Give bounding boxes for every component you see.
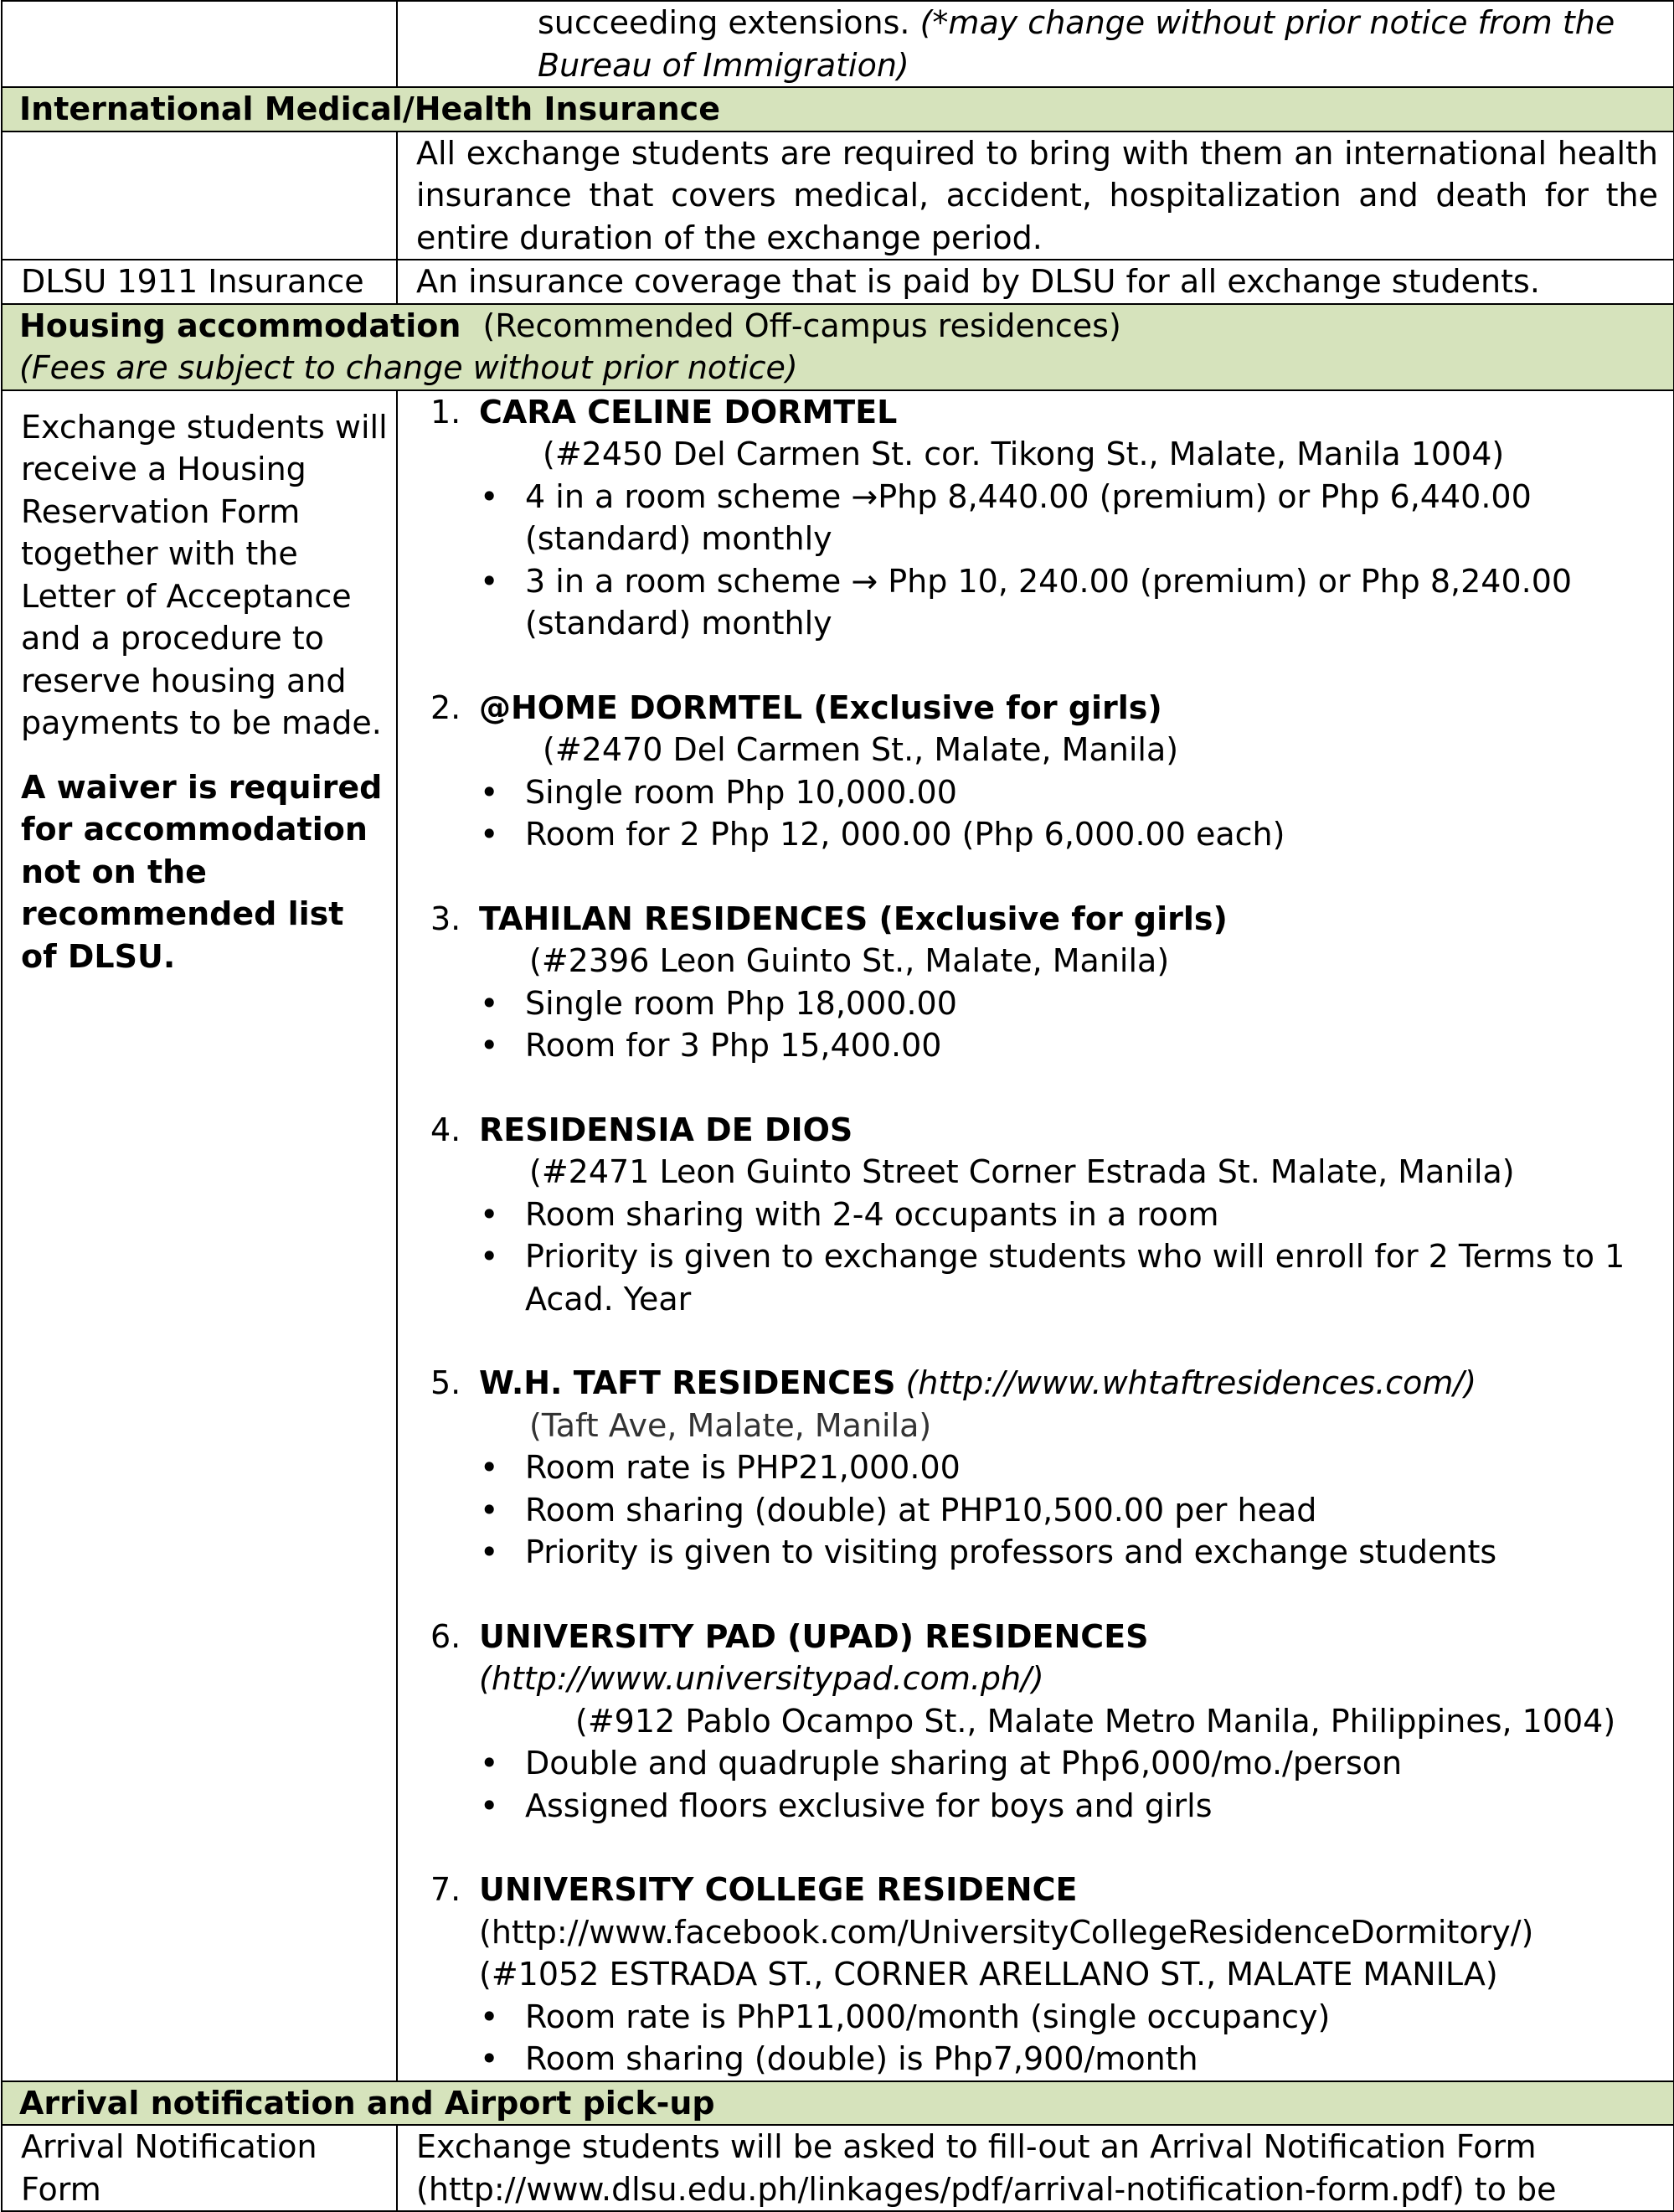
residence-number-col — [398, 1109, 479, 1194]
residence-number: 4. — [430, 1111, 461, 1148]
residence-item — [398, 1109, 1656, 1194]
residence-address: (#2450 Del Carmen St. cor. Tikong St., Malate, Manila 1004) — [543, 436, 1505, 472]
housing-heading-note: (Recommended Off-campus residences) — [482, 307, 1121, 344]
housing-heading-cell — [2, 304, 1674, 390]
residence-number: 3. — [430, 900, 461, 937]
residence-bullets — [398, 1742, 1656, 1827]
residence-bullet: • Single room Php 10,000.00 — [398, 771, 1656, 814]
residence-name: TAHILAN RESIDENCES (Exclusive for girls) — [479, 900, 1228, 937]
insurance-heading: International Medical/Health Insurance — [19, 90, 720, 127]
housing-right-cell — [397, 390, 1674, 2081]
residence-address: (#2470 Del Carmen St., Malate, Manila) — [543, 731, 1179, 768]
arrival-row — [2, 2125, 1674, 2211]
residence-bullets — [398, 1446, 1656, 1574]
residence-number-col — [398, 898, 479, 982]
residence-item — [398, 1616, 1656, 1743]
visa-continuation-text: succeeding extensions. — [538, 4, 910, 41]
visa-continuation-cell — [397, 1, 1674, 87]
arrival-text-cell — [397, 2125, 1674, 2211]
residence-head — [479, 687, 1656, 730]
visa-notice-text: (*may change without prior notice from the Bureau of Immigration) — [538, 4, 1615, 84]
residence-address: (#2396 Leon Guinto St., Malate, Manila) — [529, 942, 1170, 979]
residence-gap — [398, 1067, 1656, 1109]
residence-name: UNIVERSITY COLLEGE RESIDENCE — [479, 1871, 1078, 1908]
residence-list — [398, 391, 1656, 2081]
residence-gap — [398, 645, 1656, 687]
residence-bullets — [398, 1194, 1656, 1321]
arrival-label-cell — [2, 2125, 397, 2211]
residence-name: W.H. TAFT RESIDENCES — [479, 1364, 896, 1401]
housing-fees-note: (Fees are subject to change without prior notice) — [19, 349, 798, 386]
residence-number-col — [398, 1362, 479, 1446]
arrival-label: Arrival Notification Form — [21, 2128, 317, 2208]
residence-number: 1. — [430, 393, 461, 431]
housing-waiver-text: A waiver is required for accommodation not on the recommended list of DLSU. — [21, 768, 383, 975]
empty-cell — [2, 131, 397, 260]
residence-bullet: • Room rate is PHP21,000.00 — [398, 1446, 1656, 1489]
insurance-required-text: All exchange students are required to bring with them an international health insurance that covers medical, accident, hospitalization and death for the entire duration of the exchange period. — [416, 134, 1658, 256]
insurance-heading-row — [2, 87, 1674, 131]
housing-heading-line — [19, 305, 1656, 348]
housing-reservation-text: Exchange students will receive a Housing Reservation Form together with the Letter of Acceptance and a procedure to reserve housing and payments to be made. — [21, 408, 388, 741]
residence-bullet: • Double and quadruple sharing at Php6,000/mo./person — [398, 1742, 1656, 1785]
residence-head — [479, 1616, 1656, 1658]
residence-head — [479, 1362, 1656, 1405]
residence-bullet: • Room rate is PhP11,000/month (single occupancy) — [398, 1996, 1656, 2039]
residence-bullet: • Room sharing with 2-4 occupants in a room — [398, 1194, 1656, 1236]
residence-bullet: • Room for 3 Php 15,400.00 — [398, 1024, 1656, 1067]
residence-name: CARA CELINE DORMTEL — [479, 393, 898, 431]
residence-number-col — [398, 1869, 479, 1996]
housing-heading-row — [2, 304, 1674, 390]
residence-name: @HOME DORMTEL (Exclusive for girls) — [479, 688, 1162, 726]
residence-bullet: • Priority is given to visiting professors and exchange students — [398, 1531, 1656, 1574]
residence-address: (#2471 Leon Guinto Street Corner Estrada St. Malate, Manila) — [529, 1153, 1515, 1190]
residence-bullets — [398, 771, 1656, 856]
residence-url: (http://www.whtaftresidences.com/) — [905, 1364, 1477, 1401]
residence-number: 5. — [430, 1364, 461, 1401]
residence-bullets — [398, 1996, 1656, 2081]
residence-body — [479, 687, 1656, 771]
residence-head — [479, 1109, 1656, 1152]
arrival-heading-cell — [2, 2081, 1674, 2126]
dlsu-insurance-label: DLSU 1911 Insurance — [21, 263, 364, 300]
residence-address: (Taft Ave, Malate, Manila) — [529, 1406, 932, 1444]
residence-body — [479, 1109, 1656, 1194]
residence-bullet: • 4 in a room scheme →Php 8,440.00 (premium) or Php 6,440.00 (standard) monthly — [398, 476, 1656, 560]
dlsu-insurance-text: An insurance coverage that is paid by DLSU for all exchange students. — [416, 263, 1540, 300]
residence-gap — [398, 856, 1656, 898]
requirements-table — [1, 0, 1674, 2212]
residence-item — [398, 391, 1656, 476]
residence-bullet: • Room for 2 Php 12, 000.00 (Php 6,000.00 each) — [398, 813, 1656, 856]
residence-gap — [398, 1574, 1656, 1616]
residence-head — [479, 391, 1656, 434]
residence-number-col — [398, 391, 479, 476]
residence-item — [398, 687, 1656, 771]
residence-number: 6. — [430, 1617, 461, 1655]
residence-bullet: • Single room Php 18,000.00 — [398, 982, 1656, 1025]
residence-item — [398, 898, 1656, 982]
insurance-required-row — [2, 131, 1674, 260]
arrival-text: Exchange students will be asked to fill-out an Arrival Notification Form (http://www.dlsu.edu.ph/linkages/pdf/arrival-notification-form.pdf) to be — [416, 2128, 1557, 2208]
residence-gap — [398, 1827, 1656, 1869]
residence-number: 2. — [430, 688, 461, 726]
residence-item — [398, 1869, 1656, 1996]
residence-number-col — [398, 687, 479, 771]
residence-url: (http://www.facebook.com/UniversityCollegeResidenceDormitory/) — [479, 1913, 1534, 1951]
dlsu-insurance-text-cell — [397, 260, 1674, 304]
residence-item — [398, 1362, 1656, 1446]
housing-content-row — [2, 390, 1674, 2081]
residence-body — [479, 391, 1656, 476]
residence-head — [479, 898, 1656, 941]
residence-number-col — [398, 1616, 479, 1743]
dlsu-insurance-row — [2, 260, 1674, 304]
residence-body — [479, 1616, 1656, 1743]
residence-name: RESIDENSIA DE DIOS — [479, 1111, 853, 1148]
residence-body — [479, 1362, 1656, 1446]
housing-heading: Housing accommodation — [19, 307, 461, 344]
residence-url: (http://www.universitypad.com.ph/) — [479, 1660, 1044, 1697]
residence-bullets — [398, 476, 1656, 645]
dlsu-insurance-label-cell — [2, 260, 397, 304]
residence-bullet: • Room sharing (double) is Php7,900/month — [398, 2038, 1656, 2081]
empty-cell — [2, 1, 397, 87]
insurance-required-cell — [397, 131, 1674, 260]
residence-address: (#912 Pablo Ocampo St., Malate Metro Manila, Philippines, 1004) — [575, 1702, 1616, 1740]
residence-number: 7. — [430, 1871, 461, 1908]
residence-body — [479, 898, 1656, 982]
residence-gap — [398, 1320, 1656, 1362]
insurance-heading-cell — [2, 87, 1674, 131]
housing-left-cell — [2, 390, 397, 2081]
arrival-heading-row — [2, 2081, 1674, 2126]
residence-bullets — [398, 982, 1656, 1067]
visa-continuation-row — [2, 1, 1674, 87]
residence-bullet: • Assigned floors exclusive for boys and girls — [398, 1785, 1656, 1828]
residence-bullet: • Priority is given to exchange students who will enroll for 2 Terms to 1 Acad. Year — [398, 1235, 1656, 1320]
residence-bullet: • 3 in a room scheme → Php 10, 240.00 (premium) or Php 8,240.00 (standard) monthly — [398, 560, 1656, 645]
residence-address: (#1052 ESTRADA ST., CORNER ARELLANO ST., MALATE MANILA) — [479, 1956, 1498, 1993]
residence-bullet: • Room sharing (double) at PHP10,500.00 per head — [398, 1489, 1656, 1532]
residence-head — [479, 1869, 1656, 1911]
residence-body — [479, 1869, 1656, 1996]
arrival-heading: Arrival notification and Airport pick-up — [19, 2084, 715, 2122]
residence-name: UNIVERSITY PAD (UPAD) RESIDENCES — [479, 1617, 1149, 1655]
